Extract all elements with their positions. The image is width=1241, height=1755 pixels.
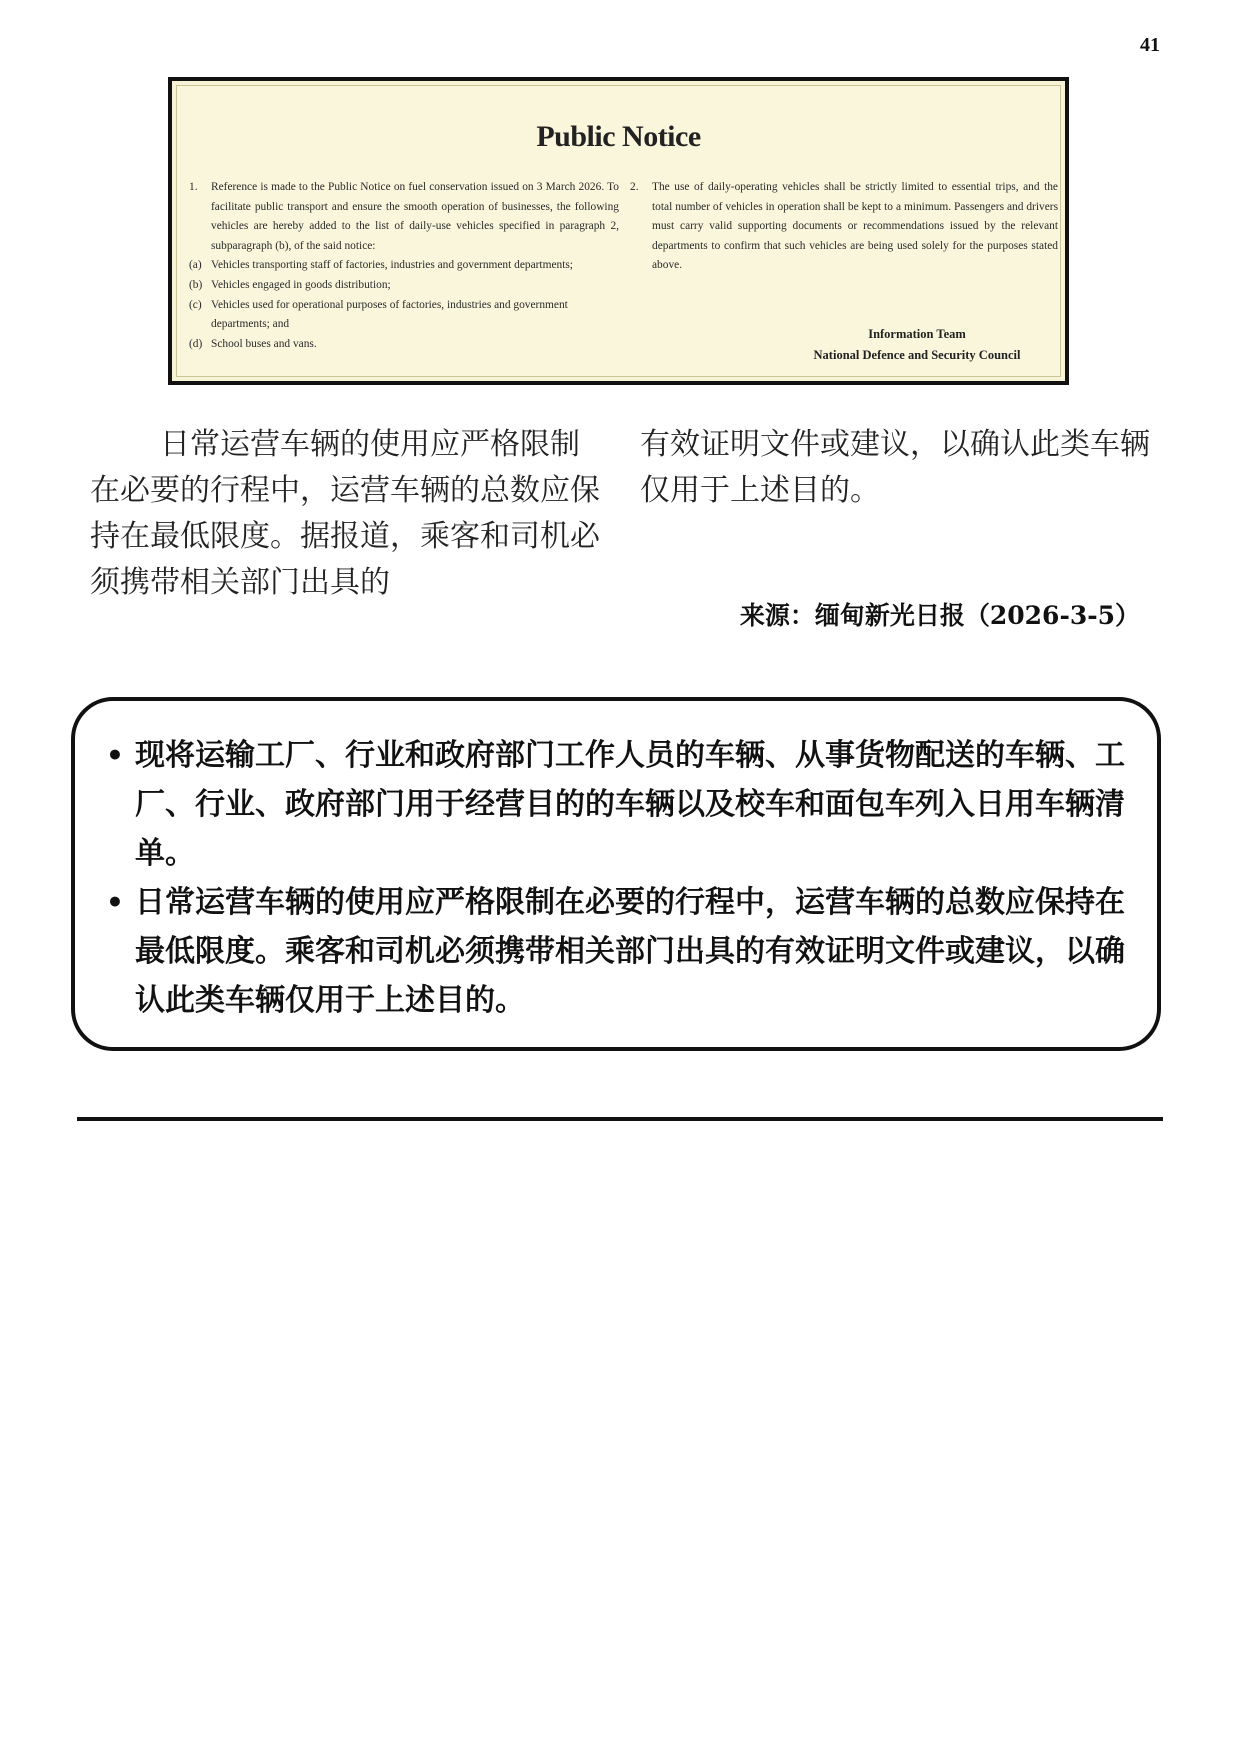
notice-paragraph-2 bbox=[630, 178, 1058, 276]
item-label: (b) bbox=[189, 278, 203, 291]
item-text: Vehicles engaged in goods distribution; bbox=[211, 278, 391, 291]
paragraph-number: 1. bbox=[189, 181, 198, 193]
notice-title: Public Notice bbox=[536, 120, 701, 153]
notice-item-d bbox=[189, 335, 619, 355]
notice-item-c bbox=[189, 296, 619, 335]
item-text: School buses and vans. bbox=[211, 337, 317, 350]
body-text-left bbox=[90, 422, 600, 606]
bullet-dot-icon: • bbox=[106, 739, 124, 772]
bullet-dot-icon: • bbox=[106, 886, 124, 919]
notice-paragraph-1 bbox=[189, 178, 619, 256]
item-label: (d) bbox=[189, 337, 203, 350]
item-label: (c) bbox=[189, 298, 202, 311]
summary-bullet-1 bbox=[95, 731, 1137, 878]
paragraph-text: Reference is made to the Public Notice on fuel conservation issued on 3 March 2026. To facilitate public transport and ensure the smooth operation of businesses, the following vehicles are hereby added to the list of daily-use vehicles specified in paragraph 2, subparagraph (b), of the said notice: bbox=[211, 181, 619, 252]
body-text-left-content: 日常运营车辆的使用应严格限制在必要的行程中，运营车辆的总数应保持在最低限度。据报道，乘客和司机必须携带相关部门出具的 bbox=[90, 427, 600, 600]
notice-item-b bbox=[189, 276, 619, 296]
public-notice-image bbox=[168, 77, 1069, 385]
item-text: Vehicles transporting staff of factories, industries and government departments; bbox=[211, 259, 573, 272]
item-label: (a) bbox=[189, 259, 202, 272]
notice-signature bbox=[777, 324, 1057, 366]
source-citation: 来源：缅甸新光日报（2026-3-5） bbox=[739, 601, 1140, 630]
bullet-text: 现将运输工厂、行业和政府部门工作人员的车辆、从事货物配送的车辆、工厂、行业、政府部门用于经营目的的车辆以及校车和面包车列入日用车辆清单。 bbox=[135, 738, 1125, 871]
item-text: Vehicles used for operational purposes of factories, industries and government departments; and bbox=[211, 298, 568, 331]
body-text-right: 有效证明文件或建议，以确认此类车辆仅用于上述目的。 bbox=[640, 427, 1150, 508]
paragraph-number: 2. bbox=[630, 181, 639, 193]
public-notice-panel bbox=[176, 85, 1061, 377]
notice-item-a bbox=[189, 256, 619, 276]
summary-bullet-2 bbox=[95, 878, 1137, 1025]
signature-team: Information Team bbox=[868, 327, 966, 341]
signature-council: National Defence and Security Council bbox=[813, 348, 1021, 362]
notice-right-column bbox=[630, 178, 1058, 276]
page-number: 41 bbox=[1140, 34, 1160, 56]
notice-left-column bbox=[189, 178, 619, 354]
section-divider bbox=[77, 1117, 1163, 1121]
paragraph-text: The use of daily-operating vehicles shall be strictly limited to essential trips, and the total number of vehicles in operation shall be kept to a minimum. Passengers and drivers must carry valid supporting documents or recommendations issued by the relevant departments to confirm that such vehicles are being used solely for the purposes stated above. bbox=[652, 181, 1058, 272]
bullet-text: 日常运营车辆的使用应严格限制在必要的行程中，运营车辆的总数应保持在最低限度。乘客和司机必须携带相关部门出具的有效证明文件或建议，以确认此类车辆仅用于上述目的。 bbox=[135, 885, 1125, 1018]
summary-box bbox=[71, 697, 1161, 1051]
